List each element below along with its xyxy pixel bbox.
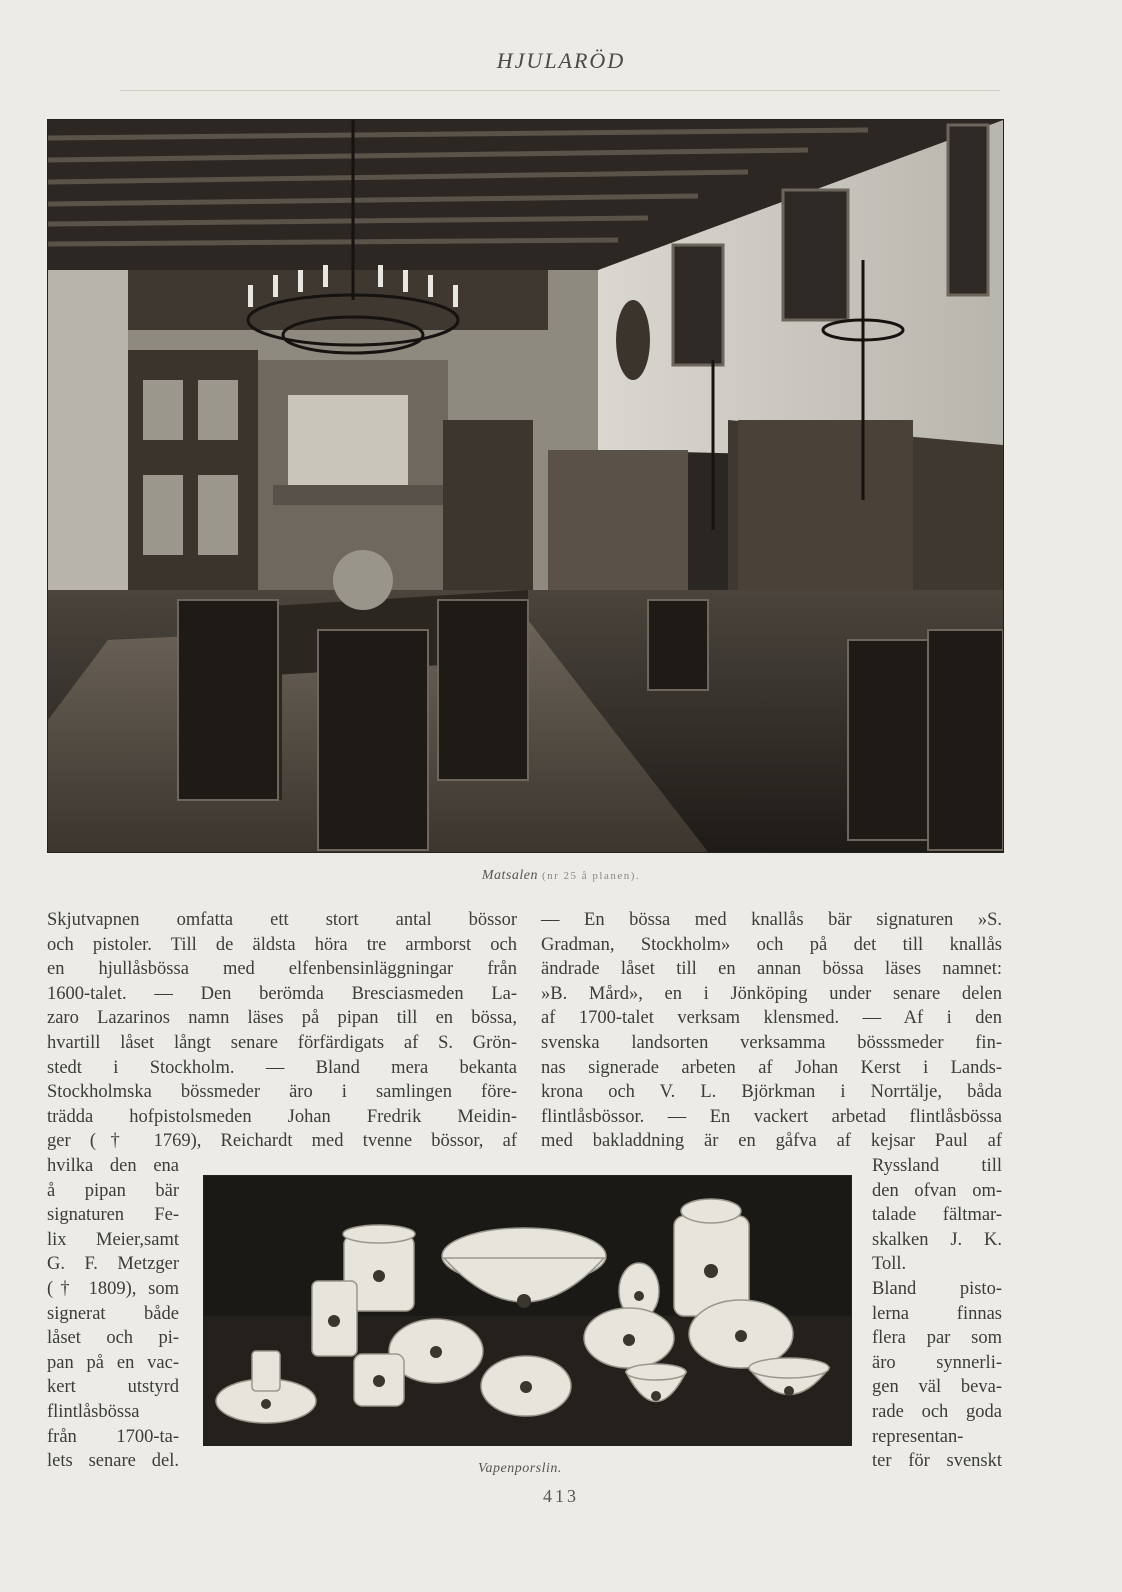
right-narrow-line: representan- xyxy=(872,1426,964,1447)
right-narrow-line: äro synnerli- xyxy=(872,1352,1002,1373)
left-narrow-line: lets senare del. xyxy=(47,1451,179,1472)
left-narrow-line: († 1809), som xyxy=(47,1279,179,1299)
right-narrow-line: den ofvan om- xyxy=(872,1180,1002,1201)
left-narrow-line: hvilka den ena xyxy=(47,1156,179,1176)
figure1-caption-sub: (nr 25 å planen). xyxy=(541,870,641,882)
right-line: med bakladdning är en gåfva af kejsar Paul af xyxy=(541,1131,1002,1152)
right-line: »B. Mård», en i Jönköping under senare delen xyxy=(541,983,1002,1004)
right-line: flintlåsbössor. — En vackert arbetad flintlåsbössa xyxy=(541,1106,1002,1127)
right-narrow-line: skalken J. K. xyxy=(872,1229,1002,1250)
right-line: nas signerade arbeten af Johan Kerst i Lands- xyxy=(541,1057,1002,1078)
left-narrow-line: låset och pi- xyxy=(47,1328,179,1349)
left-narrow-line: kert utstyrd xyxy=(47,1377,179,1398)
right-line: ändrade låset till en annan bössa läses namnet: xyxy=(541,959,1002,980)
left-narrow-line: lix Meier,samt xyxy=(47,1229,179,1250)
right-narrow-line: Bland pisto- xyxy=(872,1279,1002,1299)
figure1-caption-main: Matsalen xyxy=(481,868,538,883)
porcelain-photo xyxy=(203,1175,852,1446)
running-header: HJULARÖD xyxy=(496,48,626,73)
left-line: Skjutvapnen omfatta ett stort antal bössor xyxy=(47,910,517,930)
left-line: 1600-talet. — Den berömda Bresciasmeden La- xyxy=(47,983,517,1004)
figure2-caption: Vapenporslin. xyxy=(478,1461,562,1476)
right-narrow-line: rade och goda xyxy=(872,1402,1002,1422)
left-line: en hjullåsbössa med elfenbensinläggningar från xyxy=(47,959,517,980)
left-narrow-line: flintlåsbössa xyxy=(47,1402,140,1422)
dining-hall-photo xyxy=(47,119,1004,853)
left-line: ger († 1769), Reichardt med tvenne bössor, af xyxy=(47,1131,517,1152)
left-narrow-line: signaturen Fe- xyxy=(47,1205,179,1226)
left-line: hvartill låset långt senare förfärdigats af S. Grön- xyxy=(47,1033,517,1053)
right-line: svenska landsorten verksamma bösssmeder fin- xyxy=(541,1033,1002,1053)
left-narrow-line: G. F. Metzger xyxy=(47,1254,179,1275)
left-narrow-line: pan på en vac- xyxy=(47,1352,179,1373)
right-line: af 1700-talet verksam klensmed. — Af i den xyxy=(541,1008,1002,1029)
left-narrow-line: från 1700-ta- xyxy=(47,1426,179,1447)
right-narrow-line: ter för svenskt xyxy=(872,1451,1002,1472)
left-narrow-line: signerat både xyxy=(47,1303,179,1324)
left-line: stedt i Stockholm. — Bland mera bekanta xyxy=(47,1057,517,1078)
left-narrow-line: å pipan bär xyxy=(47,1180,179,1201)
right-narrow-line: Ryssland till xyxy=(872,1156,1002,1176)
right-narrow-line: flera par som xyxy=(872,1328,1002,1349)
right-line: krona och V. L. Björkman i Norrtälje, båda xyxy=(541,1082,1002,1103)
right-narrow-line: lerna finnas xyxy=(872,1303,1002,1324)
right-narrow-line: Toll. xyxy=(872,1254,907,1275)
left-line: och pistoler. Till de äldsta höra tre armborst och xyxy=(47,934,517,955)
left-line: zaro Lazarinos namn läses på pipan till en bössa, xyxy=(47,1008,517,1029)
left-line: trädda hofpistolsmeden Johan Fredrik Meidin- xyxy=(47,1106,517,1127)
figure1-caption xyxy=(0,868,1122,884)
right-narrow-line: gen väl beva- xyxy=(872,1377,1002,1398)
header-rule xyxy=(120,90,1000,91)
right-line: — En bössa med knallås bär signaturen »S. xyxy=(541,910,1002,930)
right-line: Gradman, Stockholm» och på det till knallås xyxy=(541,934,1002,955)
page-number: 413 xyxy=(543,1486,579,1506)
left-line: Stockholmska bössmeder äro i samlingen före- xyxy=(47,1082,517,1103)
right-narrow-line: talade fältmar- xyxy=(872,1205,1002,1226)
